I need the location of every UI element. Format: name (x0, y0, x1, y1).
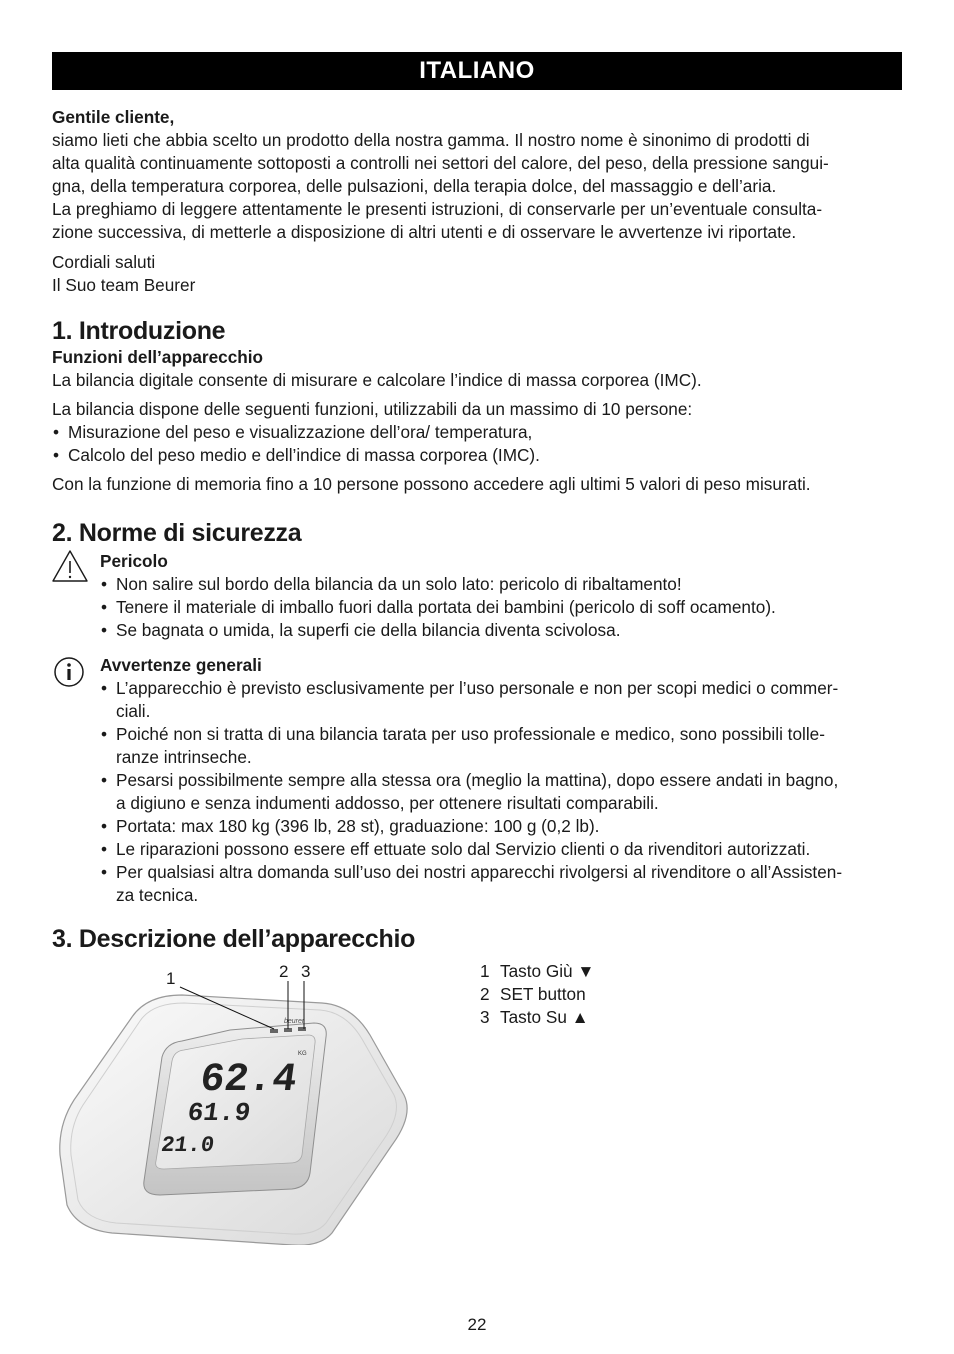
item-line: ciali. (116, 701, 151, 721)
section-introduzione (52, 316, 912, 496)
list-item (480, 983, 594, 1006)
list-item (100, 723, 910, 769)
list-item (100, 619, 910, 642)
danger-list (100, 573, 910, 642)
item-line: • Poiché non si tratta di una bilancia tarata per uso professionale e medico, sono possibili tolle- (116, 724, 825, 744)
list-item (100, 838, 910, 861)
functions-paragraph: La bilancia dispone delle seguenti funzioni, utilizzabili da un massimo di 10 persone: (52, 399, 693, 419)
intro-paragraph: La bilancia digitale consente di misurare e calcolare l’indice di massa corporea (IMC). (52, 370, 702, 390)
item-line: ranze intrinseche. (116, 747, 252, 767)
list-item (100, 815, 910, 838)
general-list (100, 677, 910, 907)
general-block (100, 654, 910, 907)
callout-label-3: 3 (301, 962, 311, 981)
signature: Il Suo team Beurer (52, 275, 196, 295)
list-item (480, 960, 594, 983)
closing: Cordiali saluti (52, 252, 156, 272)
item-line: za tecnica. (116, 885, 199, 905)
greeting-line: siamo lieti che abbia scelto un prodotto della nostra gamma. Il nostro nome è sinonimo di prodotti di (52, 130, 810, 150)
item-line: • Tenere il materiale di imballo fuori dalla portata dei bambini (pericolo di soff ocamento). (116, 597, 776, 617)
part-number: 2 (480, 984, 490, 1004)
item-line: • L’apparecchio è previsto esclusivamente per l’uso personale e non per scopi medici o commer- (116, 678, 839, 698)
info-icon (53, 656, 85, 688)
list-item: • Misurazione del peso e visualizzazione dell’ora/ temperatura, (52, 421, 912, 444)
danger-title: Pericolo (100, 551, 168, 571)
list-item (100, 573, 910, 596)
functions-list (52, 421, 912, 467)
list-item (100, 677, 910, 723)
item-line: • Portata: max 180 kg (396 lb, 28 st), graduazione: 100 g (0,2 lb). (116, 816, 600, 836)
greeting-block (52, 106, 912, 297)
part-label: SET button (500, 984, 586, 1004)
greeting-line: La preghiamo di leggere attentamente le presenti istruzioni, di conservarle per un’eventuale consulta- (52, 199, 823, 219)
general-title: Avvertenze generali (100, 655, 262, 675)
section-sicurezza (52, 518, 912, 548)
section-subtitle: Funzioni dell’apparecchio (52, 347, 264, 367)
section-title: 1. Introduzione (52, 317, 226, 345)
part-number: 1 (480, 961, 490, 981)
part-label: Tasto Su ▲ (500, 1007, 589, 1027)
secondary-readout: 61.9 (185, 1098, 253, 1128)
item-line: • Se bagnata o umida, la superfi cie della bilancia diventa scivolosa. (116, 620, 621, 640)
item-line: • Le riparazioni possono essere eff ettuate solo dal Servizio clienti o da rivenditori autorizzati. (116, 839, 811, 859)
list-item (100, 596, 910, 619)
section-title: 2. Norme di sicurezza (52, 519, 302, 547)
greeting-line: zione successiva, di metterle a disposizione di altri utenti e di osservare le avvertenze ivi riportate. (52, 222, 797, 242)
parts-legend (480, 960, 594, 1029)
language-banner: ITALIANO (52, 52, 902, 90)
callout-label-2: 2 (279, 962, 289, 981)
page-number: 22 (467, 1315, 487, 1334)
list-item (480, 1006, 594, 1029)
list-item (100, 861, 910, 907)
item-line: • Non salire sul bordo della bilancia da un solo lato: pericolo di ribaltamento! (116, 574, 682, 594)
up-button[interactable] (298, 1027, 306, 1031)
section-descrizione (52, 924, 912, 954)
item-line: • Per qualsiasi altra domanda sull’uso dei nostri apparecchi rivolgersi al rivenditore o all’Assisten- (116, 862, 843, 882)
item-line: • Pesarsi possibilmente sempre alla stessa ora (meglio la mattina), dopo essere andati in bagno, (116, 770, 839, 790)
section-title: 3. Descrizione dell’apparecchio (52, 925, 416, 953)
part-label: Tasto Giù ▼ (500, 961, 595, 981)
warning-icon (51, 549, 89, 583)
brand-logo: beurer (284, 1018, 305, 1025)
list-item: • Calcolo del peso medio e dell’indice di massa corporea (IMC). (52, 444, 912, 467)
list-item (100, 769, 910, 815)
memory-paragraph: Con la funzione di memoria fino a 10 persone possono accedere agli ultimi 5 valori di peso misurati. (52, 474, 811, 494)
small-readout: 21.0 (159, 1133, 216, 1158)
scale-illustration (52, 955, 432, 1245)
salutation: Gentile cliente, (52, 107, 175, 127)
weight-unit: KG (298, 1051, 307, 1057)
part-number: 3 (480, 1007, 490, 1027)
item-line: a digiuno e senza indumenti addosso, per ottenere risultati comparabili. (116, 793, 659, 813)
greeting-line: alta qualità continuamente sottoposti a controlli nei settori del calore, del peso, della pressione sangui- (52, 153, 829, 173)
weight-readout: 62.4 (197, 1058, 300, 1103)
callout-label-1: 1 (166, 969, 176, 988)
danger-block (100, 550, 910, 642)
scale-drawing (52, 955, 432, 1245)
greeting-paragraph (52, 129, 912, 244)
down-button[interactable] (270, 1029, 278, 1033)
greeting-line: gna, della temperatura corporea, delle pulsazioni, della terapia dolce, del massaggio e dell’aria. (52, 176, 777, 196)
